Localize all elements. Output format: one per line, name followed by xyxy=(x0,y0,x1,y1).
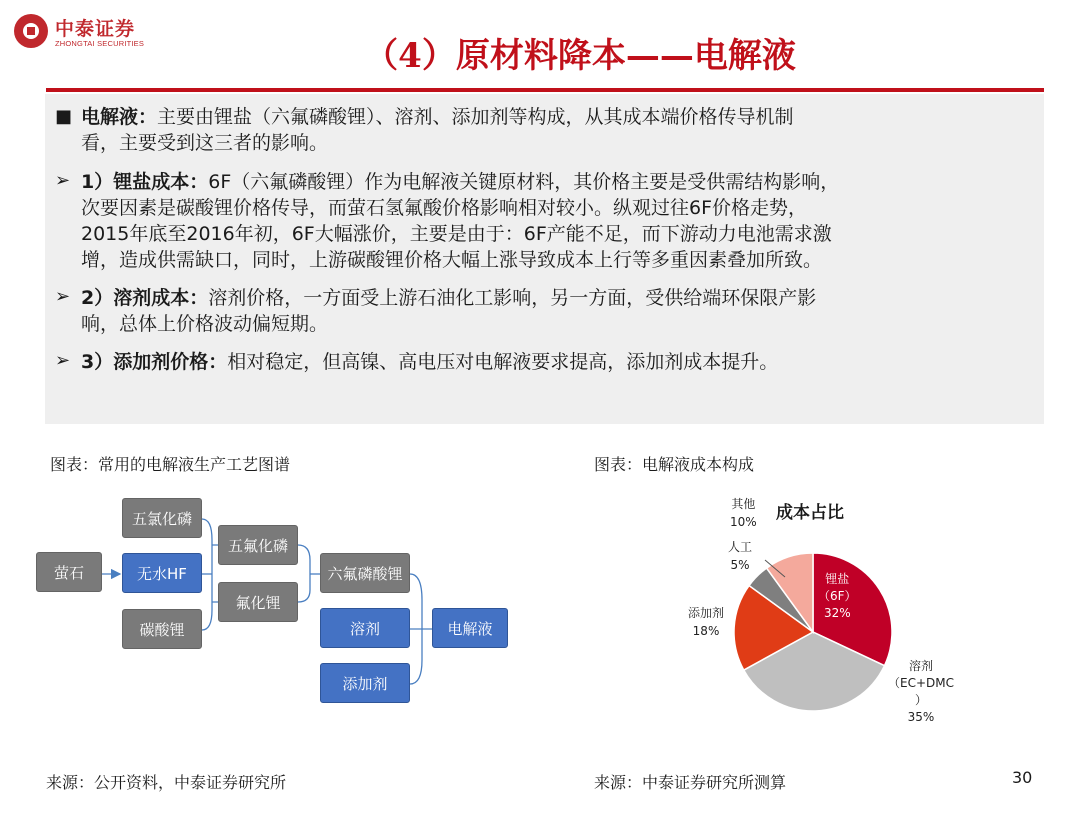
item2-text-1: 溶剂价格，一方面受上游石油化工影响，另一方面，受供给端环保限产影 xyxy=(208,287,817,309)
pie-label-labor-line1: 人工 xyxy=(728,540,753,554)
pie-label-other-line1: 其他 xyxy=(731,497,756,511)
item1-line-3: 2015年底至2016年初，6F大幅涨价，主要是由于：6F产能不足，而下游动力电池需求激 xyxy=(81,223,832,245)
pie-label-lithium-line2: （6F） xyxy=(818,589,857,603)
node-lipf6: 六氟磷酸锂 xyxy=(320,553,410,593)
item3-text-1: 相对稳定，但高镍、高电压对电解液要求提高，添加剂成本提升。 xyxy=(227,351,779,373)
pie-label-labor-value: 5% xyxy=(730,558,750,572)
intro-heading: 电解液： xyxy=(81,106,158,128)
pie-chart-title: 成本占比 xyxy=(776,503,844,523)
node-fluorite: 萤石 xyxy=(36,552,102,592)
item3-heading: 3）添加剂价格： xyxy=(81,351,228,373)
pie-label-lithium-line1: 锂盐 xyxy=(825,572,850,586)
arrow-bullet-icon: ➢ xyxy=(55,170,71,191)
intro-line-2: 看，主要受到这三者的影响。 xyxy=(81,132,329,154)
item1-line-2: 次要因素是碳酸锂价格传导，而萤石氢氟酸价格影响相对较小。纵观过往6F价格走势， xyxy=(81,197,808,219)
logo-english-name: ZHONGTAI SECURITIES xyxy=(55,39,145,48)
pie-label-solvent-line3: ） xyxy=(914,693,927,707)
pie-label-lithium-value: 32% xyxy=(823,606,851,620)
logo-chinese-name: 中泰证券 xyxy=(55,18,136,40)
page-number: 30 xyxy=(1012,768,1033,787)
pie-label-additive xyxy=(688,604,724,640)
item2-heading: 2）溶剂成本： xyxy=(81,287,209,309)
node-pcl5: 五氯化磷 xyxy=(122,498,202,538)
pie-label-solvent-value: 35% xyxy=(907,710,935,724)
intro-text-1: 主要由锂盐（六氟磷酸锂）、溶剂、添加剂等构成，从其成本端价格传导机制 xyxy=(157,106,794,128)
pie-label-additive-line1: 添加剂 xyxy=(688,606,725,620)
right-source-note: 来源：中泰证券研究所测算 xyxy=(594,773,787,792)
left-figure-caption: 图表：常用的电解液生产工艺图谱 xyxy=(50,455,291,474)
node-lithium-carbonate: 碳酸锂 xyxy=(122,609,202,649)
connector-right-group xyxy=(298,545,310,602)
arrow-bullet-icon: ➢ xyxy=(55,286,71,307)
right-figure-caption: 图表：电解液成本构成 xyxy=(594,455,755,474)
square-bullet-icon: ■ xyxy=(55,106,73,127)
node-anhydrous-hf: 无水HF xyxy=(122,553,202,593)
pie-label-lithium-salt xyxy=(818,571,857,622)
node-pf5: 五氟化磷 xyxy=(218,525,298,565)
item2-line-2: 响，总体上价格波动偏短期。 xyxy=(81,313,329,335)
pie-label-additive-value: 18% xyxy=(692,624,720,638)
pie-label-labor xyxy=(728,538,752,574)
pie-label-solvent-line2: （EC+DMC xyxy=(888,676,954,690)
pie-label-other-value: 10% xyxy=(730,515,757,529)
pie-label-solvent xyxy=(888,658,954,726)
left-source-note: 来源：公开资料，中泰证券研究所 xyxy=(46,773,287,792)
node-electrolyte: 电解液 xyxy=(432,608,508,648)
node-solvent: 溶剂 xyxy=(320,608,410,648)
node-additive: 添加剂 xyxy=(320,663,410,703)
item1-text-1: 6F（六氟磷酸锂）作为电解液关键原材料，其价格主要是受供需结构影响， xyxy=(208,171,840,193)
node-lithium-fluoride: 氟化锂 xyxy=(218,582,298,622)
pie-label-other xyxy=(730,495,757,531)
item1-line-4: 增，造成供需缺口，同时，上游碳酸锂价格大幅上涨导致成本上行等多重因素叠加所致。 xyxy=(81,249,823,271)
item1-heading: 1）锂盐成本： xyxy=(81,171,209,193)
arrow-bullet-icon: ➢ xyxy=(55,350,71,371)
page-title: （4）原材料降本——电解液 xyxy=(364,36,796,76)
pie-label-solvent-line1: 溶剂 xyxy=(908,659,933,673)
